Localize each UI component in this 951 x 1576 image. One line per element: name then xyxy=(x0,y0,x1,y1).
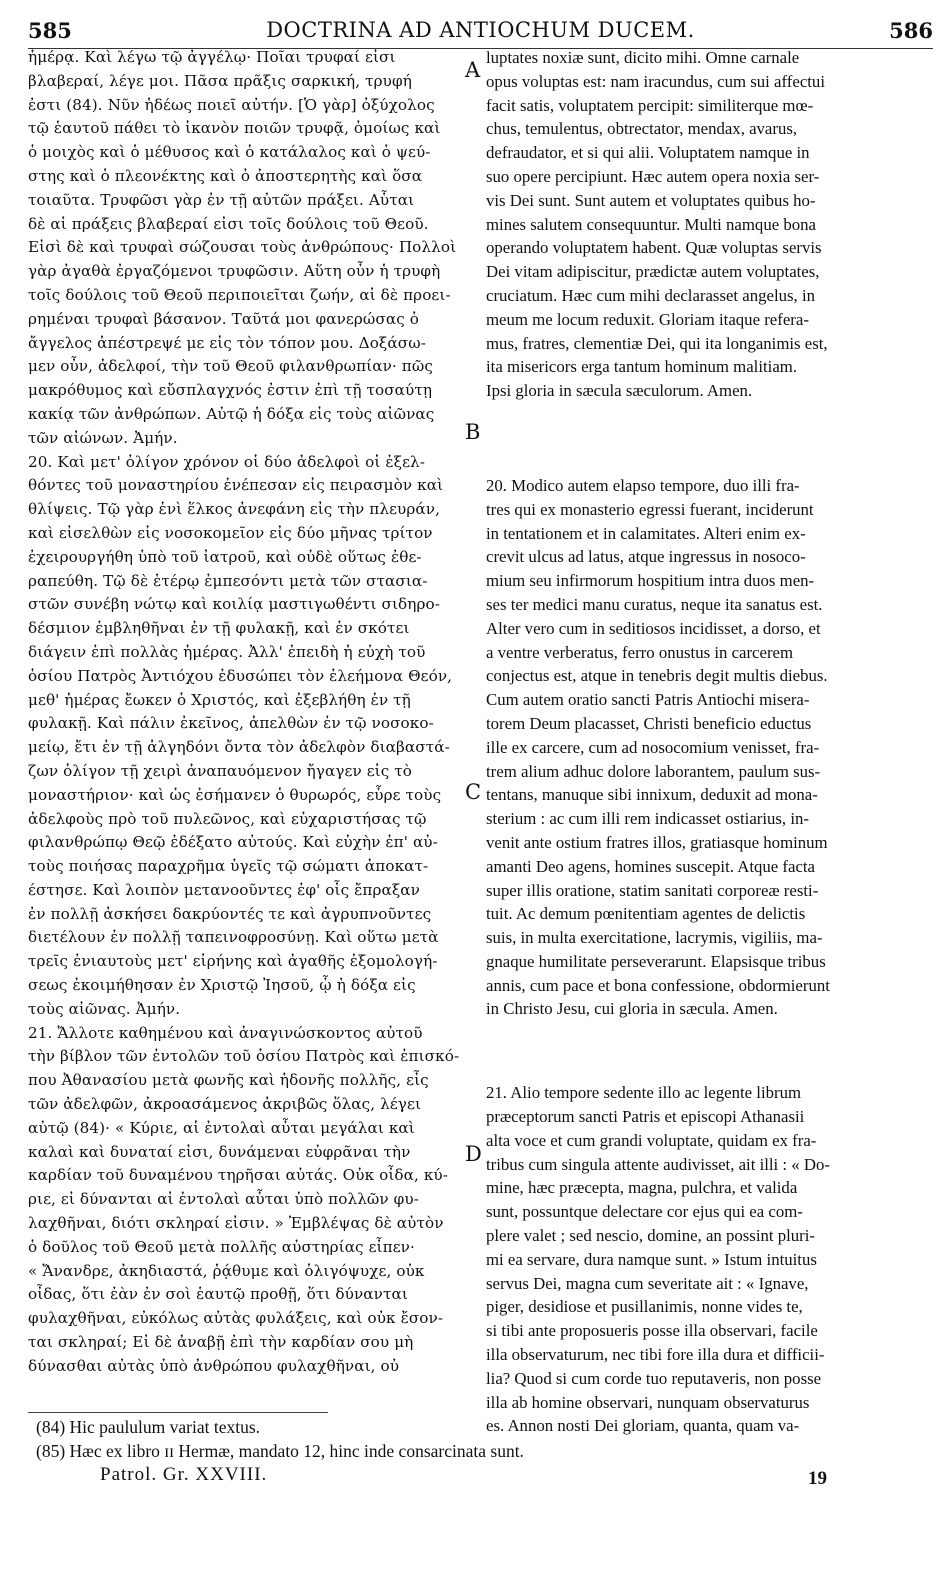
latin-text-line: illa ab homine observari, nunquam observaturus xyxy=(486,1392,810,1412)
latin-text-line: mium seu infirmorum hospitium intra duos men- xyxy=(486,571,815,591)
greek-text-line: λαχθῆναι, διότι σκληραί εἰσιν. » Ἐμβλέψας δὲ αὐτὸν xyxy=(28,1214,444,1233)
greek-text-line: μακρόθυμος καὶ εὔσπλαγχνός ἐστιν ἐπὶ τῇ τοσαύτῃ xyxy=(28,381,433,400)
latin-column xyxy=(486,46,933,1438)
greek-text-line: τῶν ἀδελφῶν, ἀκροασάμενος ἀκριβῶς ὅλας, λέγει xyxy=(28,1095,422,1114)
latin-text-line: annis, cum pace et bona confessione, obdormierunt xyxy=(486,975,830,995)
margin-marker-a: A xyxy=(465,58,481,82)
greek-text-line: Εἰσὶ δὲ καὶ τρυφαὶ σώζουσαι τοὺς ἀνθρώπους· Πολλοὶ xyxy=(28,238,457,257)
running-title: DOCTRINA AD ANTIOCHUM DUCEM. xyxy=(266,18,695,42)
latin-text-line: tres qui ex monasterio egressi fuerant, inciderunt xyxy=(486,499,814,519)
latin-text-line: tribus cum singula attente audivisset, ait illi : « Do- xyxy=(486,1154,830,1174)
greek-text-line: ὁσίου Πατρὸς Ἀντιόχου ἐδυσώπει τὸν ἐλεήμονα Θεόν, xyxy=(28,666,453,685)
greek-text-line: φιλανθρώπῳ Θεῷ ἐδέξατο αὐτούς. Καὶ εὐχὴν ἐπ' αὐ- xyxy=(28,833,438,852)
latin-text-line: Ipsi gloria in sæcula sæculorum. Amen. xyxy=(486,381,753,401)
greek-text-line: μεθ' ἡμέρας ἔωκεν ὁ Χριστός, καὶ ἐξεβλήθη ἐν τῇ xyxy=(28,690,411,709)
greek-text-line: ὁ δοῦλος τοῦ Θεοῦ μετὰ πολλῆς αὐστηρίας εἶπεν· xyxy=(28,1237,415,1256)
latin-text-line: 20. Modico autem elapso tempore, duo illi fra- xyxy=(486,475,800,495)
greek-text-line: ται σκληραί; Εἰ δὲ ἀναβῇ ἐπὶ τὴν καρδίαν σου μὴ xyxy=(28,1333,414,1352)
greek-text-line: ὁ μοιχὸς καὶ ὁ μέθυσος καὶ ὁ κατάλαλος καὶ ὁ ψεύ- xyxy=(28,143,431,162)
latin-text-line: in tentationem et in calamitates. Alteri enim ex- xyxy=(486,523,806,543)
page-number-left: 585 xyxy=(28,18,72,43)
greek-text-line: ἐστι (84). Νῦν ἡδέως ποιεῖ αὐτήν. [Ὁ γὰρ] ὀξύχολος xyxy=(28,95,435,114)
greek-text-line: 21. Ἄλλοτε καθημένου καὶ ἀναγινώσκοντος αὐτοῦ xyxy=(28,1023,423,1042)
greek-text-line: « Ἄνανδρε, ἀκηδιαστά, ῥᾴθυμε καὶ ὀλιγόψυχε, οὐκ xyxy=(28,1261,425,1280)
greek-text-line: στης καὶ ὁ πλεονέκτης καὶ ὁ ἀποστερητὴς καὶ ὅσα xyxy=(28,166,423,185)
latin-text-line: facit satis, voluptatem percipit: similiterque mœ- xyxy=(486,95,814,115)
margin-marker-b: B xyxy=(465,420,481,444)
latin-text-line: Dei vitam adipiscitur, prædictæ autem voluptates, xyxy=(486,262,820,282)
greek-text-line: τοὺς αἰῶνας. Ἀμήν. xyxy=(28,999,181,1018)
latin-text-line: super illis oratione, statim sanitati corporeæ resti- xyxy=(486,880,819,900)
latin-text-line: a ventre verberatus, ferro onustus in carcerem xyxy=(486,642,794,662)
greek-text-line: δὲ αἱ πράξεις βλαβεραί εἰσι τοῖς δούλοις τοῦ Θεοῦ. xyxy=(28,214,429,233)
latin-text-line: crevit ulcus ad latus, atque ingressus in nosoco- xyxy=(486,547,806,567)
greek-text-line: σεως ἐκοιμήθησαν ἐν Χριστῷ Ἰησοῦ, ᾧ ἡ δόξα εἰς xyxy=(28,976,416,995)
greek-text-line: καλαὶ καὶ δυναταί εἰσι, δυνάμεναι εὐφρᾶναι τὴν xyxy=(28,1142,411,1161)
latin-text-line: torem Deum placasset, Christi beneficio eductus xyxy=(486,713,812,733)
greek-text-line: τοὺς ποιήσας παραχρῆμα ὑγεῖς τῷ σώματι ἀποκατ- xyxy=(28,857,429,876)
latin-text-line: vis Dei sunt. Sunt autem et voluptates quibus ho- xyxy=(486,190,816,210)
greek-text-line: διετέλουν ἐν πολλῇ ταπεινοφροσύνῃ. Καὶ οὕτω μετὰ xyxy=(28,928,439,947)
latin-text-line: ille ex carcere, cum ad nosocomium venisset, fra- xyxy=(486,737,820,757)
greek-text-line: μεν οὖν, ἀδελφοί, τὴν τοῦ Θεοῦ φιλανθρωπίαν· πῶς xyxy=(28,357,433,376)
greek-text-line: ραπεύθη. Τῷ δὲ ἑτέρῳ ἐμπεσόντι μετὰ τῶν στασια- xyxy=(28,571,428,590)
latin-text-line: tentans, manuque sibi innixum, deduxit ad mona- xyxy=(486,785,818,805)
latin-text-line: ses ter medici manu curatus, neque ita sanatus est. xyxy=(486,594,823,614)
greek-text-line: ἐχειρουργήθη ὑπὸ τοῦ ἰατροῦ, καὶ οὐδὲ οὕτως ἐθε- xyxy=(28,547,422,566)
greek-text-line: βλαβεραί, λέγε μοι. Πᾶσα πρᾶξις σαρκική, τρυφή xyxy=(28,71,412,90)
greek-text-line: ριε, εἰ δύνανται αἱ ἐντολαὶ αὗται ὑπὸ πολλῶν φυ- xyxy=(28,1190,419,1209)
greek-text-line: θλίψεις. Τῷ γὰρ ἑνὶ ἕλκος ἀνεφάνη εἰς τὴν πλευράν, xyxy=(28,500,441,519)
latin-text-line: si tibi ante proposueris posse illa observari, facile xyxy=(486,1321,818,1341)
greek-text-line: ἡμέρᾳ. Καὶ λέγω τῷ ἀγγέλῳ· Ποῖαι τρυφαί εἰσι xyxy=(28,48,396,66)
greek-text-line: που Ἀθανασίου μετὰ φωνῆς καὶ ἡδονῆς πολλῆς, εἷς xyxy=(28,1071,429,1090)
margin-marker-d: D xyxy=(465,1142,482,1166)
latin-text-line: opus voluptas est: nam iracundus, cum sui affectui xyxy=(486,71,825,91)
latin-text-line: servus Dei, magna cum severitate ait : « Ignave, xyxy=(486,1273,809,1293)
latin-text-line: plere valet ; sed nescio, domine, an possint pluri- xyxy=(486,1226,816,1246)
latin-text-line: defraudator, et si qui alii. Voluptatem namque in xyxy=(486,143,810,163)
latin-text-line: piger, desidiose et pusillanimis, nonne vides te, xyxy=(486,1297,803,1317)
latin-text-line: conjectus est, atque in tenebris degit multis diebus. xyxy=(486,666,828,686)
latin-text-line: Cum autem oratio sancti Patris Antiochi misera- xyxy=(486,690,810,710)
footnote-rule xyxy=(28,1412,328,1413)
greek-text-line: τοιαῦτα. Τρυφῶσι γὰρ ἐν τῇ αὐτῶν πράξει. Αὗται xyxy=(28,190,415,209)
paragraph-gap xyxy=(486,1021,933,1081)
latin-text-line: mus, fratres, clementiæ Dei, qui ita longanimis est, xyxy=(486,333,828,353)
latin-text-line: suis, in multa exercitatione, lacrymis, vigiliis, ma- xyxy=(486,928,823,948)
greek-text-line: τοῖς δούλοις τοῦ Θεοῦ περιποιεῖται ζωήν, αἱ δὲ προει- xyxy=(28,285,451,304)
greek-text-line: τῶν αἰώνων. Ἀμήν. xyxy=(28,428,178,447)
greek-text-line: ἀδελφοὺς πρὸ τοῦ πυλεῶνος, καὶ εὐχαριστήσας τῷ xyxy=(28,809,427,828)
greek-text-line: θόντες τοῦ μοναστηρίου ἐνέπεσαν εἰς πειρασμὸν καὶ xyxy=(28,476,444,495)
greek-text-line: έστησε. Καὶ λοιπὸν μετανοοῦντες ἐφ' οἷς ἔπραξαν xyxy=(28,880,420,899)
footnote-85: (85) Hæc ex libro ɪɪ Hermæ, mandato 12, hinc inde consarcinata sunt. xyxy=(36,1441,524,1461)
page-number-right: 586 xyxy=(889,18,933,43)
latin-text-line: in Christo Jesu, cui gloria in sæcula. Amen. xyxy=(486,999,778,1019)
latin-text-line: luptates noxiæ sunt, dicito mihi. Omne carnale xyxy=(486,48,800,67)
latin-text-line: sunt, possuntque delectare cor ejus qui ea com- xyxy=(486,1202,803,1222)
latin-text-line: sterium : ac cum illi rem indicasset ostiarius, in- xyxy=(486,809,809,829)
latin-text-line: chus, temulentus, obtrectator, mendax, avarus, xyxy=(486,119,798,139)
latin-text-line: operando voluptatem habent. Quæ voluptas servis xyxy=(486,238,822,258)
footnotes xyxy=(36,1415,916,1463)
latin-text-line: gnaque humilitate perseverarunt. Elapsisque tribus xyxy=(486,951,826,971)
greek-text-line: καρδίαν τοῦ δυναμένου τηρῆσαι αὐτάς. Οὐκ οἶδα, κύ- xyxy=(28,1166,448,1185)
greek-text-line: μείῳ, ἔτι ἐν τῇ ἀλγηδόνι ὄντα τὸν ἀδελφὸν διαβαστά- xyxy=(28,738,450,757)
greek-text-line: τῷ ἑαυτοῦ πάθει τὸ ἱκανὸν ποιῶν τρυφᾷ, ὁμοίως καὶ xyxy=(28,119,441,138)
greek-text-line: φυλαχθῆναι, εὐκόλως αὐτὰς φυλάξεις, καὶ οὐκ ἔσον- xyxy=(28,1309,444,1328)
greek-text-line: γὰρ ἀγαθὰ ἐργαζόμενοι τρυφῶσιν. Αὕτη οὖν ἡ τρυφὴ xyxy=(28,262,441,281)
latin-text-line: alta voce et cum grandi voluptate, quidam ex fra- xyxy=(486,1130,817,1150)
page-header xyxy=(28,18,933,48)
greek-text-line: 20. Καὶ μετ' ὀλίγον χρόνον οἱ δύο ἀδελφοὶ οἱ ἐξελ- xyxy=(28,452,426,471)
latin-text-line: lia? Quod si cum corde tuo reputaveris, non posse xyxy=(486,1368,822,1388)
latin-text-line: tuit. Ac demum pœnitentiam agentes de delictis xyxy=(486,904,806,924)
signature-mark: Patrol. Gr. XXVIII. xyxy=(100,1464,268,1485)
greek-text-line: ρημέναι τρυφαὶ βάσανον. Ταῦτά μοι φανερώσας ὁ xyxy=(28,309,420,328)
greek-text-line: τρεῖς ἐνιαυτοὺς μετ' εἰρήνης καὶ ἀγαθῆς ἐξομολογή- xyxy=(28,952,438,971)
greek-text-line: ἐν πολλῇ ἀσκήσει δακρύοντές τε καὶ ἀγρυπνοῦντες xyxy=(28,904,432,923)
greek-text-line: οἶδας, ὅτι ἐὰν ἐν σοὶ ἑαυτῷ προθῇ, ὅτι δύνανται xyxy=(28,1285,408,1304)
latin-text-line: es. Annon nosti Dei gloriam, quanta, quam va- xyxy=(486,1416,800,1436)
greek-text-line: καὶ εἰσελθὼν εἰς νοσοκομεῖον εἰς δύο μῆνας τρίτον xyxy=(28,523,433,542)
latin-text-line: præceptorum sancti Patris et episcopi Athanasii xyxy=(486,1107,805,1127)
footnote-84: (84) Hic paululum variat textus. xyxy=(36,1417,261,1437)
latin-text-line: cruciatum. Hæc cum mihi declarasset angelus, in xyxy=(486,285,815,305)
latin-text-line: illa observaturum, nec tibi fore illa dura et difficii- xyxy=(486,1345,825,1365)
greek-text-line: ζων ὀλίγον τῇ χειρὶ ἀναπαυόμενον ἤγαγεν εἰς τὸ xyxy=(28,761,413,780)
paragraph-gap xyxy=(486,403,933,474)
latin-text-line: Alter vero cum in seditiosos incidisset, a dorso, et xyxy=(486,618,821,638)
greek-text-line: τὴν βίβλον τῶν ἐντολῶν τοῦ ὁσίου Πατρὸς καὶ ἐπισκό- xyxy=(28,1047,460,1066)
greek-text-line: φυλακῇ. Καὶ πάλιν ἐκεῖνος, ἀπελθὼν ἐν τῷ νοσοκο- xyxy=(28,714,434,733)
greek-text-line: κακίᾳ τῶν ἀνθρώπων. Αὐτῷ ἡ δόξα εἰς τοὺς αἰῶνας xyxy=(28,404,435,423)
latin-text-line: venit ante ostium fratres illos, gratiasque hominum xyxy=(486,832,828,852)
latin-text-line: mine, hæc præcepta, magna, pulchra, et valida xyxy=(486,1178,798,1198)
latin-text-line: 21. Alio tempore sedente illo ac legente librum xyxy=(486,1083,802,1103)
greek-text-line: ἄγγελος ἀπέστρεψέ με εἰς τὸν τόπον μου. Δοξάσω- xyxy=(28,333,426,352)
greek-text-line: δύνασθαι αὐτὰς ὑπὸ ἀνθρώπου φυλαχθῆναι, οὐ xyxy=(28,1356,400,1375)
greek-text-line: διάγειν ἐπὶ πολλὰς ἡμέρας. Ἀλλ' ἐπειδὴ ἡ εὐχὴ τοῦ xyxy=(28,642,426,661)
latin-text-line: ita misericors erga tantum hominum malitiam. xyxy=(486,357,798,377)
latin-text-line: trem alium adhuc dolore laborantem, paulum sus- xyxy=(486,761,821,781)
signature-number: 19 xyxy=(808,1468,827,1489)
margin-marker-c: C xyxy=(465,780,482,804)
latin-text-line: amanti Deo agens, homines suscepit. Atque facta xyxy=(486,856,816,876)
latin-text-line: mi ea servare, dura namque sunt. » Istum intuitus xyxy=(486,1249,817,1269)
greek-column xyxy=(28,46,468,1379)
latin-text-line: meum me locum reduxit. Gloriam itaque refera- xyxy=(486,309,809,329)
greek-text-line: δέσμιον ἐμβληθῆναι ἐν τῇ φυλακῇ, καὶ ἐν σκότει xyxy=(28,619,410,638)
greek-text-line: στῶν συνέβη νώτῳ καὶ κοιλίᾳ μαστιγωθέντι σιδηρο- xyxy=(28,595,440,614)
greek-text-line: μοναστήριον· καὶ ὡς ἐσήμανεν ὁ θυρωρός, εὗρε τοὺς xyxy=(28,785,442,804)
latin-text-line: mines salutem consequuntur. Multi namque bona xyxy=(486,214,816,234)
greek-text-line: αὐτῷ (84)· « Κύριε, αἱ ἐντολαὶ αὗται μεγάλαι καὶ xyxy=(28,1118,415,1137)
latin-text-line: suo opere percipiunt. Hæc autem opera noxia ser- xyxy=(486,166,820,186)
